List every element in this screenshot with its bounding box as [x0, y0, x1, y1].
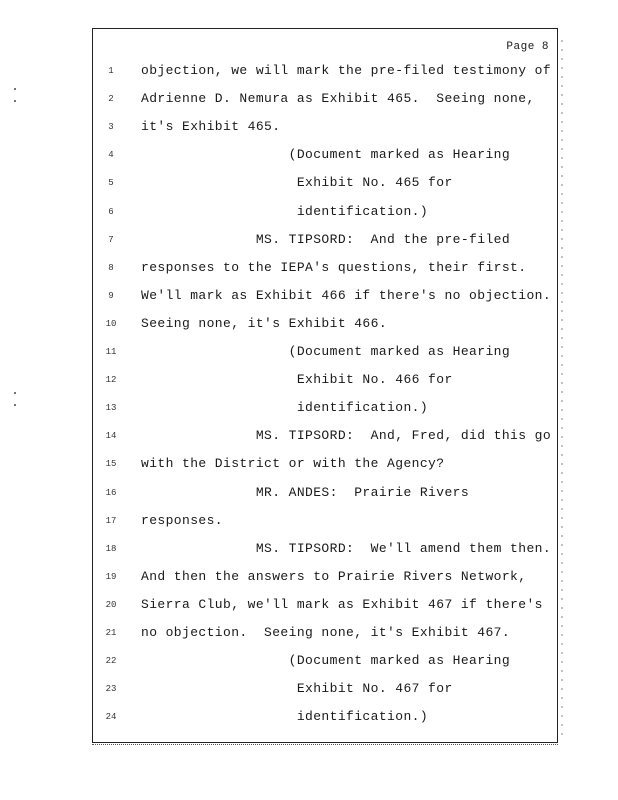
- line-number: 14: [105, 431, 117, 442]
- line-text: identification.): [141, 709, 429, 725]
- transcript-line: [93, 483, 559, 505]
- line-text: MS. TIPSORD: And the pre-filed: [141, 231, 511, 247]
- scan-speck: [14, 88, 16, 90]
- transcript-line: [93, 454, 559, 476]
- transcript-line: [93, 679, 559, 701]
- line-text: responses to the IEPA's questions, their first.: [141, 259, 527, 275]
- line-text: responses.: [141, 512, 224, 528]
- transcript-line: [93, 258, 559, 280]
- line-text: identification.): [141, 400, 429, 416]
- line-text: MR. ANDES: Prairie Rivers: [141, 484, 470, 500]
- line-number: 18: [105, 543, 117, 554]
- transcript-line: [93, 426, 559, 448]
- transcript-line: [93, 117, 559, 139]
- line-text: identification.): [141, 203, 429, 219]
- transcript-line: [93, 314, 559, 336]
- line-number: 2: [108, 94, 114, 105]
- bottom-rule: [92, 742, 558, 745]
- line-number: 13: [105, 403, 117, 414]
- scan-edge-artifact: [561, 40, 563, 740]
- transcript-line: [93, 89, 559, 111]
- line-text: Sierra Club, we'll mark as Exhibit 467 if there's: [141, 596, 543, 612]
- transcript-line: [93, 61, 559, 83]
- scan-speck: [14, 100, 16, 102]
- line-number: 5: [108, 178, 114, 189]
- transcript-line: [93, 595, 559, 617]
- line-number: 10: [105, 318, 117, 329]
- line-text: We'll mark as Exhibit 466 if there's no objection.: [141, 287, 552, 303]
- line-number: 1: [108, 66, 114, 76]
- transcript-line: [93, 398, 559, 420]
- line-text: no objection. Seeing none, it's Exhibit 467.: [141, 625, 511, 640]
- transcript-line: [93, 707, 559, 729]
- line-number: 21: [105, 628, 117, 638]
- line-number: 22: [105, 656, 117, 667]
- transcript-line: [93, 651, 559, 673]
- line-text: with the District or with the Agency?: [141, 456, 445, 472]
- line-number: 19: [105, 571, 117, 582]
- scan-speck: [14, 404, 16, 406]
- transcript-line: [93, 511, 559, 533]
- line-text: (Document marked as Hearing: [141, 653, 511, 669]
- transcript-line: [93, 623, 559, 645]
- line-text: Exhibit No. 465 for: [141, 175, 453, 191]
- line-number: 8: [108, 262, 114, 273]
- line-number: 6: [108, 206, 114, 217]
- line-number: 11: [105, 347, 117, 357]
- transcript-line: [93, 539, 559, 561]
- line-number: 20: [105, 599, 117, 610]
- line-number: 4: [108, 150, 114, 161]
- transcript-line: [93, 145, 559, 167]
- line-text: it's Exhibit 465.: [141, 119, 281, 135]
- line-text: Exhibit No. 467 for: [141, 681, 453, 697]
- line-text: MS. TIPSORD: We'll amend them then.: [141, 540, 552, 556]
- transcript-line: [93, 202, 559, 224]
- transcript-line: [93, 286, 559, 308]
- line-text: (Document marked as Hearing: [141, 147, 511, 163]
- line-number: 15: [105, 459, 117, 470]
- page-number: Page 8: [506, 41, 549, 53]
- line-number: 9: [108, 290, 114, 301]
- line-number: 24: [105, 712, 117, 723]
- line-text: (Document marked as Hearing: [141, 344, 511, 359]
- line-number: 3: [108, 122, 114, 133]
- scan-speck: [14, 392, 16, 394]
- line-number: 16: [105, 487, 117, 498]
- line-text: Exhibit No. 466 for: [141, 372, 453, 388]
- transcript-line: [93, 342, 559, 364]
- line-text: MS. TIPSORD: And, Fred, did this go: [141, 428, 552, 444]
- line-text: objection, we will mark the pre-filed testimony of: [141, 63, 552, 78]
- transcript-page: [92, 28, 558, 742]
- transcript-line: [93, 173, 559, 195]
- line-number: 12: [105, 375, 117, 386]
- line-text: And then the answers to Prairie Rivers Network,: [141, 568, 527, 584]
- line-number: 23: [105, 684, 117, 695]
- line-text: Adrienne D. Nemura as Exhibit 465. Seeing none,: [141, 91, 535, 107]
- transcript-line: [93, 370, 559, 392]
- transcript-line: [93, 567, 559, 589]
- transcript-line: [93, 230, 559, 252]
- line-text: Seeing none, it's Exhibit 466.: [141, 315, 388, 331]
- line-number: 7: [108, 234, 114, 245]
- line-number: 17: [105, 515, 117, 526]
